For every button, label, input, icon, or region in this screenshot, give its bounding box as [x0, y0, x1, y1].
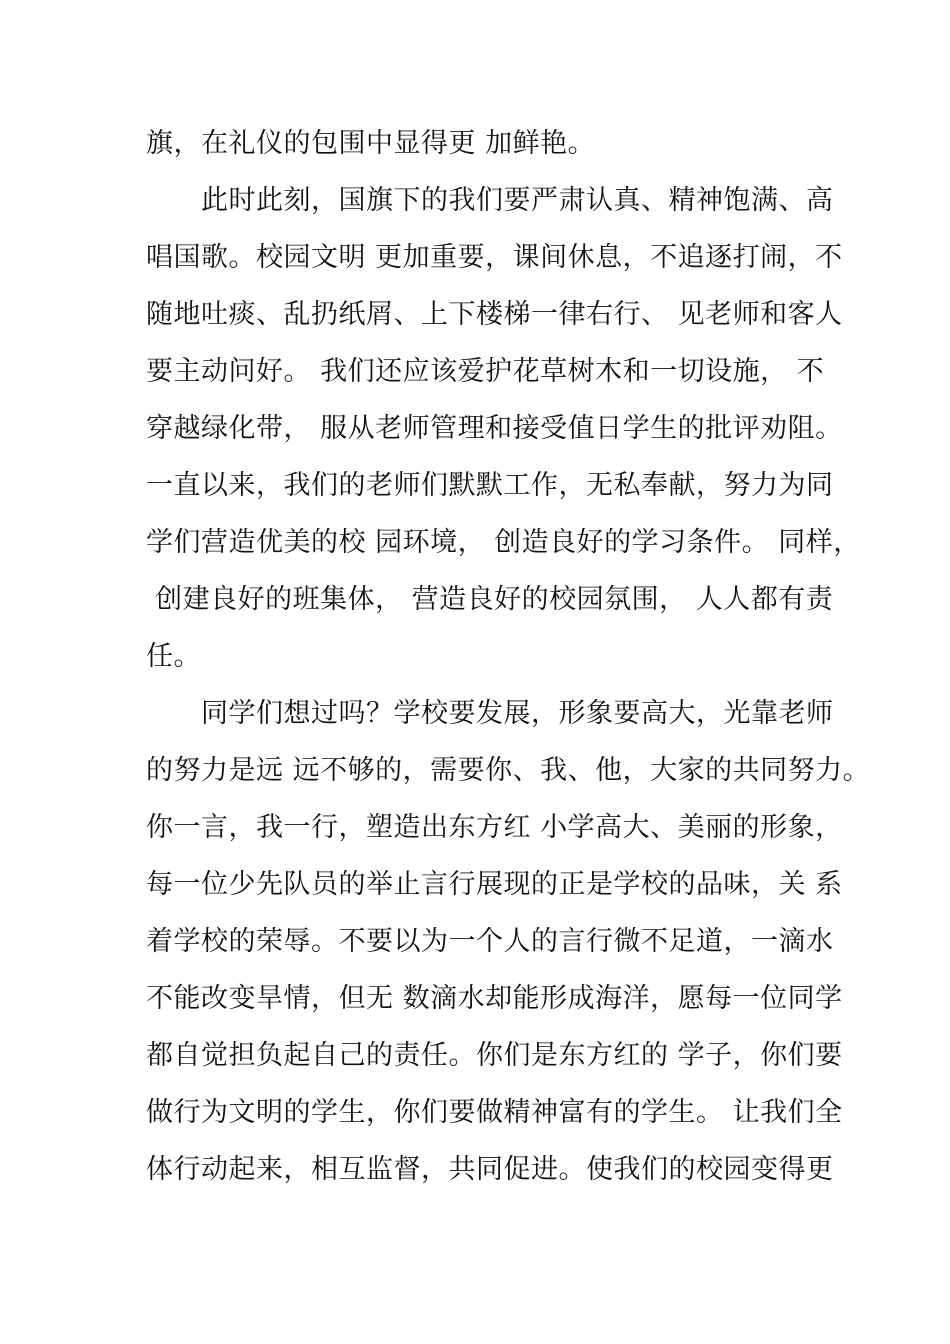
text-line: 穿越绿化带， 服从老师管理和接受值日学生的批评劝阻。: [146, 413, 843, 444]
text-line: 随地吐痰、乱扔纸屑、上下楼梯一律右行、 见老师和客人: [146, 299, 843, 330]
text-line: 学们营造优美的校 园环境， 创造良好的学习条件。 同样，: [146, 527, 861, 558]
text-line: 创建良好的班集体， 营造良好的校园氛围， 人人都有责: [146, 584, 834, 615]
text-line: 你一言，我一行，塑造出东方红 小学高大、美丽的形象，: [146, 812, 843, 843]
text-line: 体行动起来，相互监督，共同促进。使我们的校园变得更: [146, 1154, 834, 1185]
text-line: 的努力是远 远不够的，需要你、我、他，大家的共同努力。: [146, 755, 871, 786]
text-line: 不能改变旱情，但无 数滴水却能形成海洋，愿每一位同学: [146, 983, 843, 1014]
text-line: 旗，在礼仪的包围中显得更 加鲜艳。: [146, 128, 596, 159]
text-line: 做行为文明的学生，你们要做精神富有的学生。 让我们全: [146, 1097, 843, 1128]
text-line: 此时此刻，国旗下的我们要严肃认真、精神饱满、高: [146, 185, 834, 216]
text-line: 都自觉担负起自己的责任。你们是东方红的 学子，你们要: [146, 1040, 843, 1071]
text-line: 任。: [146, 641, 201, 672]
text-line: 同学们想过吗？学校要发展，形象要高大，光靠老师: [146, 698, 834, 729]
text-line: 每一位少先队员的举止言行展现的正是学校的品味，关 系: [146, 869, 843, 900]
text-line: 要主动问好。 我们还应该爱护花草树木和一切设施， 不: [146, 356, 825, 387]
text-line: 着学校的荣辱。不要以为一个人的言行微不足道，一滴水: [146, 926, 834, 957]
text-line: 一直以来，我们的老师们默默工作，无私奉献，努力为同: [146, 470, 834, 501]
text-line: 唱国歌。校园文明 更加重要，课间休息，不追逐打闹，不: [146, 242, 843, 273]
